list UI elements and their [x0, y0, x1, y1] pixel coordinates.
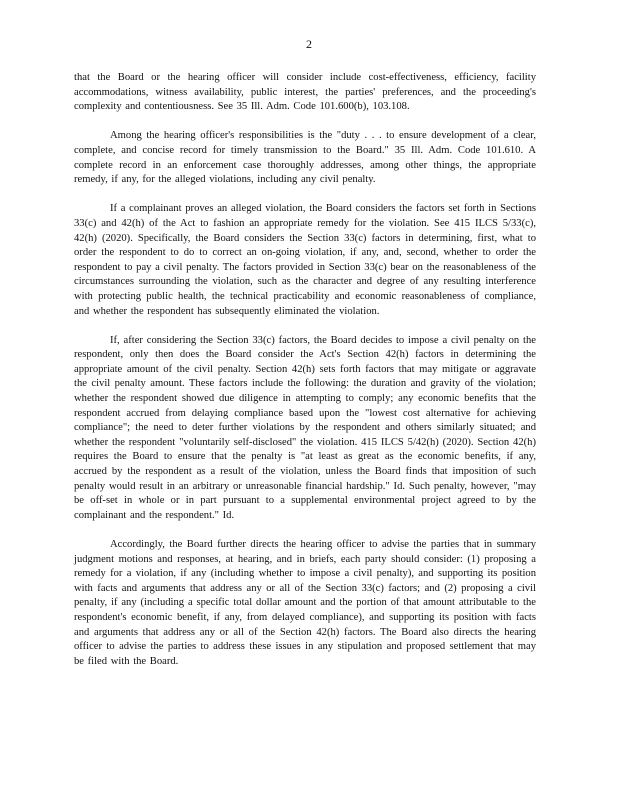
paragraph-board-directions: Accordingly, the Board further directs the hearing officer to advise the parties that in summary judgment motions and responses, at hearing, and in briefs, each party should consider: (1) proposing a remedy for a violation, if any (including whether to impose a civil penalty), and supporting its position with facts and arguments that address any or all of the Section 33(c) factors; and (2) proposing a civil penalty, if any (including a specific total dollar amount and the portion of that amount attributable to the respondent's economic benefit, if any, from delayed compliance), and supporting its position with facts and arguments that address any or all of the Section 42(h) factors. The Board also directs the hearing officer to advise the parties to address these issues in any stipulation and proposed settlement that may be filed with the Board.	[74, 539, 536, 667]
paragraph-section-33c-factors: If a complainant proves an alleged violation, the Board considers the factors set forth in Sections 33(c) and 42(h) of the Act to fashion an appropriate remedy for the violation. See 415 ILCS 5/33(c), 42(h) (2020). Specifically, the Board considers the Section 33(c) factors in determining, first, what to order the respondent to do to correct an on-going violation, if any, and, second, whether to order the respondent to pay a civil penalty. The factors provided in Section 33(c) bear on the reasonableness of the circumstances surrounding the violation, such as the character and degree of any resulting interference with protecting public health, the technical practicability and economic reasonableness of compliance, and whether the respondent has subsequently eliminated the violation.	[74, 203, 536, 317]
paragraph-hearing-officer-duties: Among the hearing officer's responsibilities is the "duty . . . to ensure development of a clear, complete, and concise record for timely transmission to the Board." 35 Ill. Adm. Code 101.610. A complete record in an enforcement case thoroughly addresses, among other things, the appropriate remedy, if any, for the alleged violations, including any civil penalty.	[74, 130, 536, 186]
paragraph-section-42h-factors: If, after considering the Section 33(c) factors, the Board decides to impose a civil penalty on the respondent, only then does the Board consider the Act's Section 42(h) factors in determining the appropriate amount of the civil penalty. Section 42(h) sets forth factors that may mitigate or aggravate the civil penalty amount. These factors include the following: the duration and gravity of the violation; whether the respondent showed due diligence in attempting to comply; any economic benefits that the respondent accrued from delaying compliance based upon the "lowest cost alternative for achieving compliance"; the need to deter further violations by the respondent and others similarly situated; and whether the respondent "voluntarily self-disclosed" the violation. 415 ILCS 5/42(h) (2020). Section 42(h) requires the Board to ensure that the penalty is "at least as great as the economic benefits, if any, accrued by the respondent as a result of the violation, unless the Board finds that imposition of such penalty would result in an arbitrary or unreasonable financial hardship." Id. Such penalty, however, "may be off-set in whole or in part pursuant to a supplemental environmental project agreed to by the complainant and the respondent." Id.	[74, 334, 536, 521]
page-number: 2	[306, 37, 312, 51]
document-body	[74, 71, 536, 669]
paragraph-continuation: that the Board or the hearing officer will consider include cost-effectiveness, efficiency, facility accommodations, witness availability, public interest, the parties' preferences, and the proceeding's complexity and contentiousness. See 35 Ill. Adm. Code 101.600(b), 103.108.	[74, 72, 536, 113]
